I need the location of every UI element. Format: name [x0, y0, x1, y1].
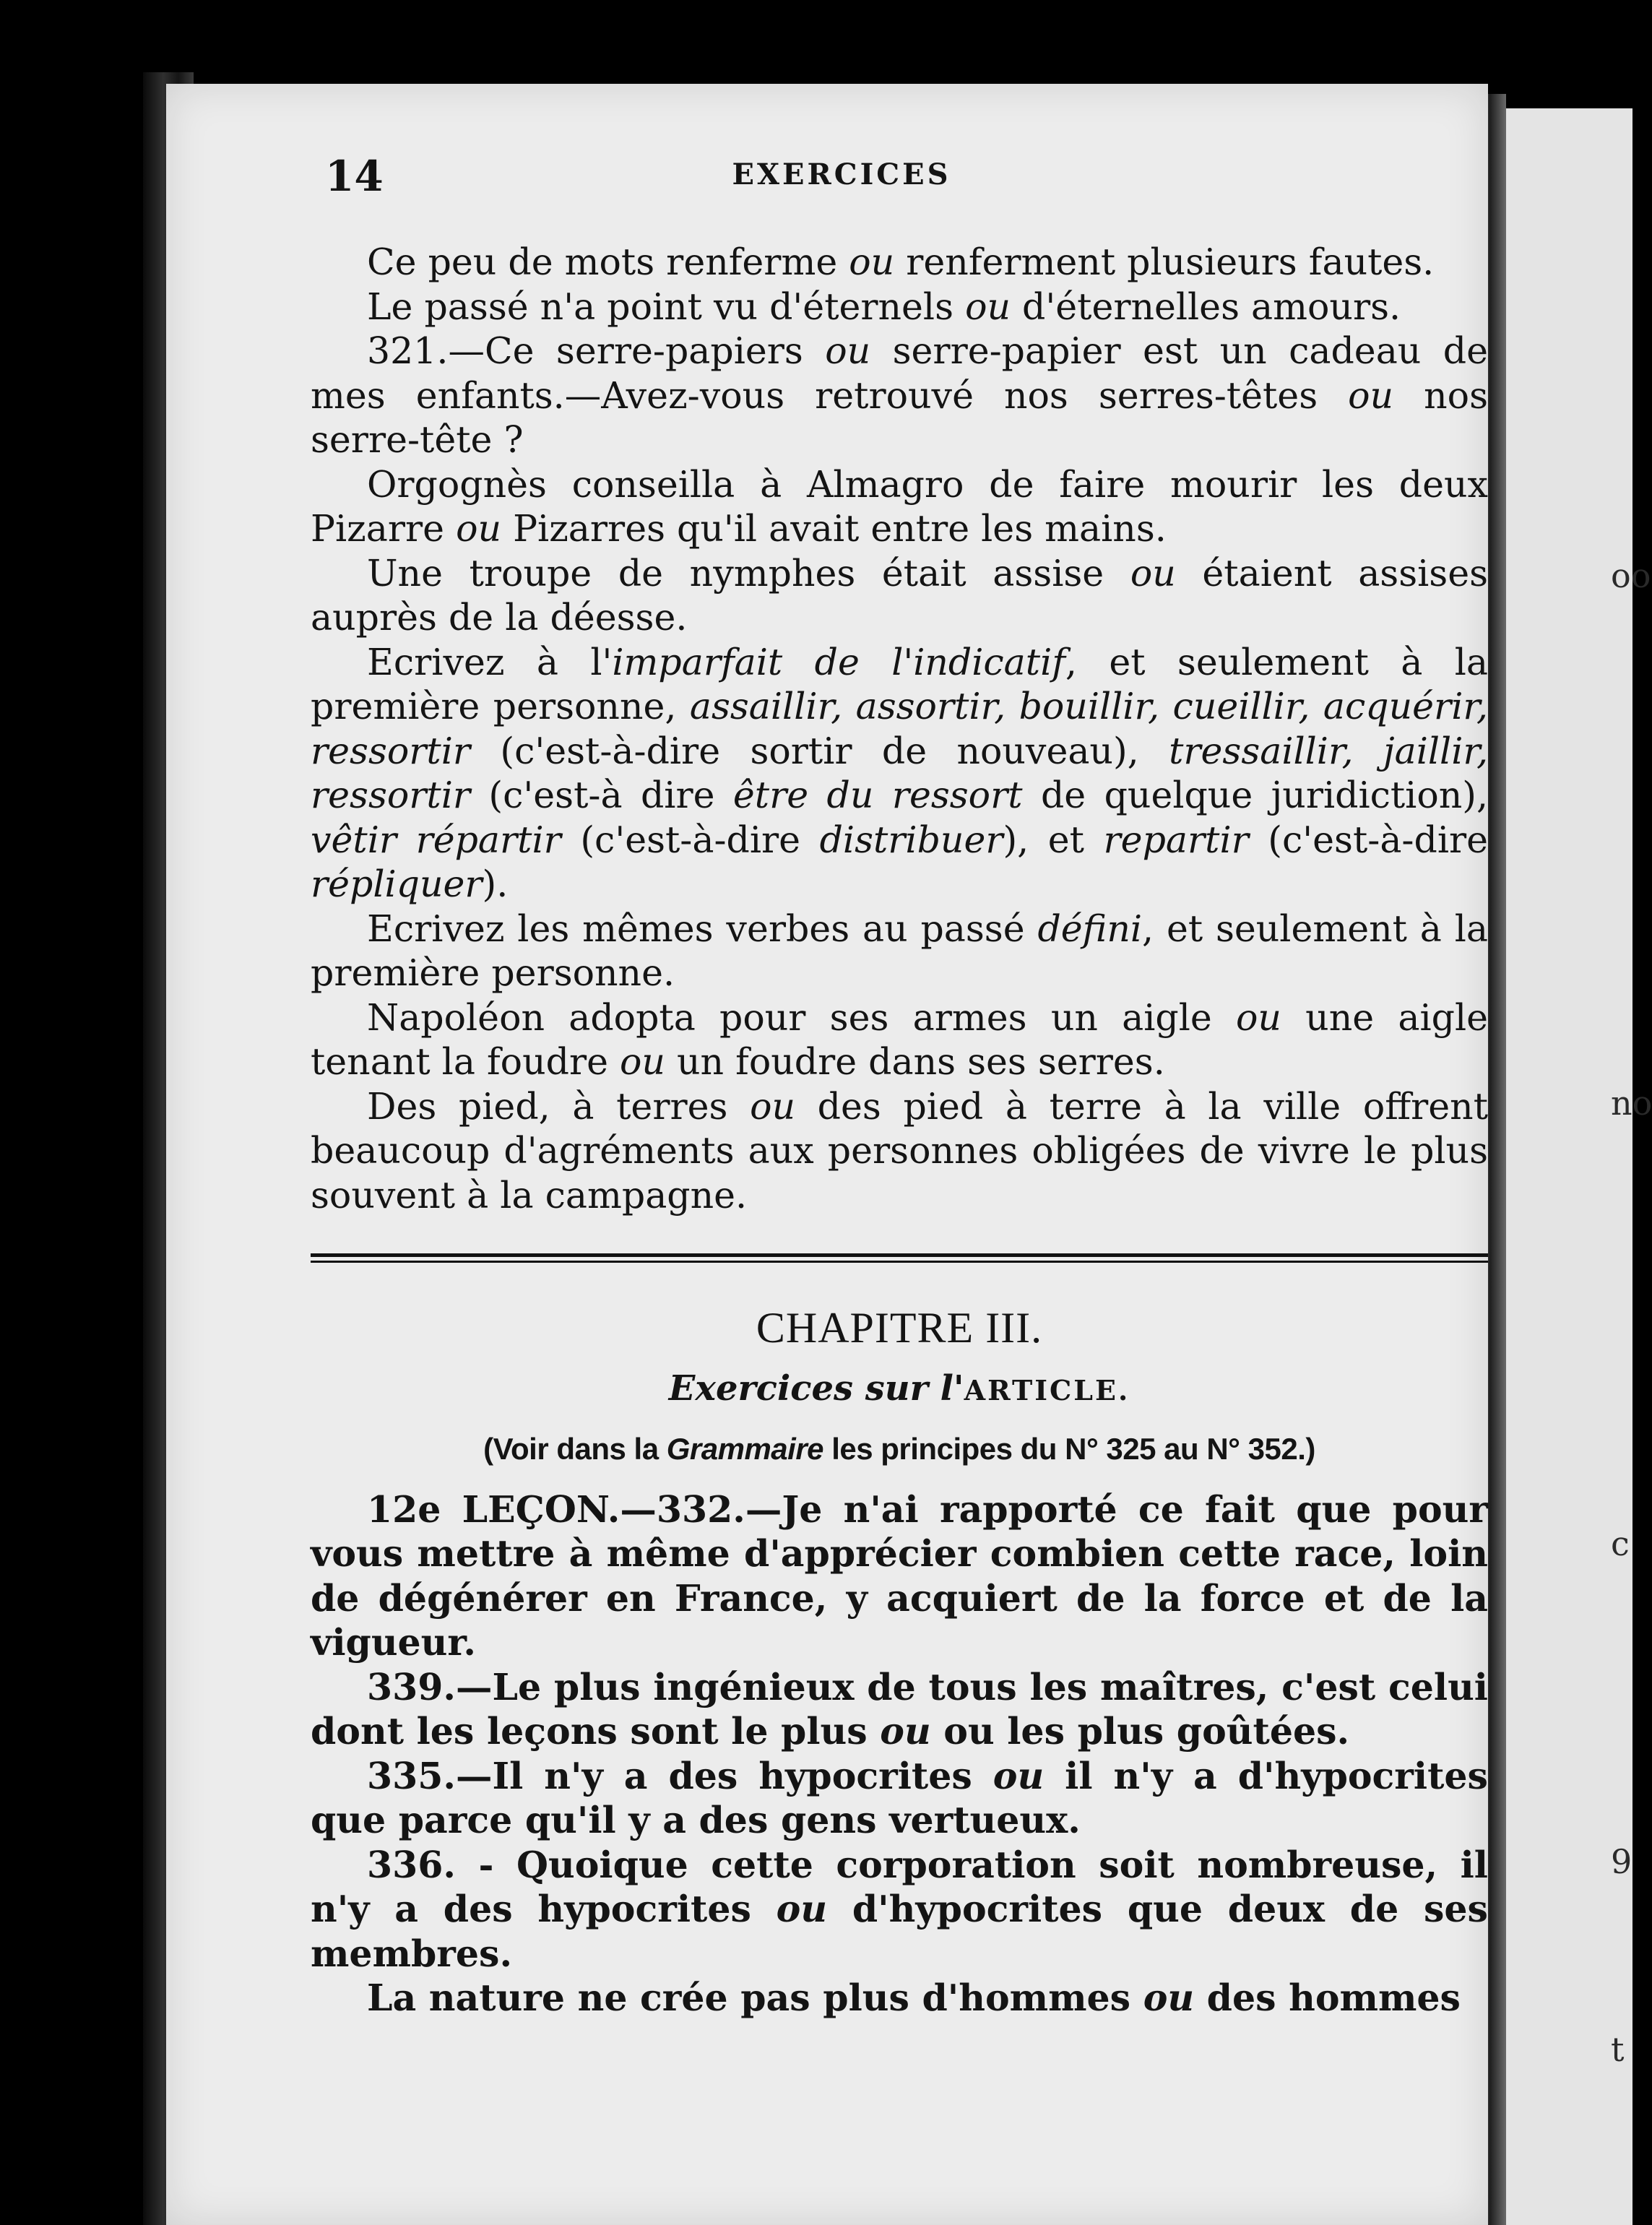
text-segment: , et seulement à la première personne.: [311, 907, 1489, 994]
text-segment: ou les plus goûtées.: [930, 1710, 1350, 1753]
italic-segment: ou: [1143, 1976, 1195, 2019]
text-segment: de quelque juridiction),: [1022, 774, 1489, 816]
text-segment: , et seulement à la première personne,: [311, 640, 1488, 727]
text-segment: un foudre dans ses serres.: [665, 1040, 1165, 1083]
italic-segment: tressaillir, jaillir, ressortir: [311, 729, 1488, 816]
italic-segment: ou: [880, 1710, 931, 1753]
text-segment: étaient assises auprès de la déesse.: [311, 551, 1488, 639]
italic-segment: repartir: [1103, 818, 1249, 861]
paragraph: [311, 1976, 1488, 2021]
text-segment: serre-papier est un cadeau de mes enfants.—Avez-vous retrouvé nos serres-têtes: [311, 329, 1488, 417]
italic-segment: ou: [456, 507, 502, 550]
paragraph: [311, 329, 1488, 462]
text-segment: renferment plusieurs fautes.: [894, 241, 1435, 283]
paragraph: [311, 1487, 1488, 1665]
text-segment: (c'est-à dire: [470, 774, 733, 816]
exercise-block-top: [311, 240, 1488, 1217]
text-segment: Orgognès conseilla à Almagro de faire mourir les deux Pizarre: [311, 462, 1488, 550]
text-segment: La nature ne crée pas plus d'hommes: [367, 1976, 1143, 2019]
italic-segment: ou: [1236, 995, 1281, 1039]
body-text: [311, 240, 1488, 2021]
text-segment: 321.—Ce serre-papiers: [367, 329, 826, 372]
subtitle-caps: ARTICLE.: [964, 1373, 1130, 1407]
text-segment: 335.—Il n'y a des hypocrites: [367, 1754, 993, 1797]
subtitle-italic: Exercices sur l': [668, 1368, 964, 1409]
text-segment: 12e LEÇON.—332.—Je n'ai rapporté ce fait que pour vous mettre à même d'apprécier combien cette race, loin de dégénérer en France, y acquiert de la force et de la vigueur.: [311, 1487, 1488, 1664]
italic-segment: défini: [1037, 907, 1143, 950]
italic-segment: ou: [849, 241, 895, 283]
text-segment: 336. - Quoique cette corporation soit nombreuse, il n'y a des hypocrites: [311, 1843, 1488, 1930]
text-segment: d'hypocrites que deux de ses membres.: [311, 1888, 1488, 1975]
text-segment: (c'est-à-dire sortir de nouveau),: [470, 729, 1169, 772]
ref-before: (Voir dans la: [483, 1432, 667, 1466]
paragraph: [311, 995, 1488, 1084]
page-number: 14: [325, 152, 384, 201]
text-segment: Ce peu de mots renferme: [367, 241, 849, 283]
ref-after: les principes du N° 325 au N° 352.): [823, 1432, 1315, 1466]
italic-segment: être du ressort: [732, 774, 1023, 816]
text-segment: ).: [482, 863, 509, 905]
text-segment: Ecrivez à l': [367, 640, 613, 683]
paragraph: [311, 640, 1488, 907]
adjacent-fragment: no: [1611, 1084, 1652, 1123]
paragraph: [311, 1754, 1488, 1843]
adjacent-page: [1502, 108, 1652, 2225]
text-segment: Une troupe de nymphes était assise: [367, 551, 1130, 595]
italic-segment: ou: [750, 1084, 796, 1128]
ref-italic: Grammaire: [666, 1432, 824, 1466]
paragraph: [311, 240, 1488, 285]
italic-segment: ou: [776, 1888, 828, 1930]
paragraph: [311, 285, 1488, 329]
running-title: EXERCICES: [732, 157, 951, 191]
text-segment: des pied à terre à la ville offrent beaucoup d'agréments aux personnes obligées de vivre le plus souvent à la campagne.: [311, 1084, 1488, 1217]
paragraph: [311, 1843, 1488, 1976]
text-segment: 339.—Le plus ingénieux de tous les maîtres, c'est celui dont les leçons sont le plus: [311, 1665, 1488, 1753]
italic-segment: distribuer: [819, 818, 1003, 861]
paragraph: [311, 462, 1488, 551]
text-segment: des hommes: [1194, 1976, 1461, 2019]
adjacent-fragment: oo: [1611, 556, 1651, 595]
adjacent-fragment: t: [1611, 2030, 1625, 2069]
text-segment: une aigle tenant la foudre: [311, 995, 1488, 1083]
text-segment: Ecrivez les mêmes verbes au passé: [367, 907, 1038, 950]
running-head: [325, 152, 1358, 209]
text-segment: nos serre-tête ?: [311, 373, 1488, 461]
text-segment: (c'est-à-dire: [1248, 818, 1489, 861]
italic-segment: ou: [1348, 373, 1394, 417]
adjacent-fragment: c: [1611, 1524, 1630, 1563]
italic-segment: ou: [993, 1754, 1045, 1797]
italic-segment: imparfait de l'indicatif: [612, 640, 1065, 683]
paragraph: [311, 1084, 1488, 1218]
italic-segment: ou: [1130, 551, 1176, 595]
italic-segment: ou: [825, 329, 871, 372]
exercise-block-bottom: [311, 1487, 1488, 2021]
italic-segment: vêtir répartir: [311, 818, 561, 861]
text-segment: Napoléon adopta pour ses armes un aigle: [367, 995, 1236, 1039]
paragraph: [311, 551, 1488, 640]
text-segment: (c'est-à-dire: [561, 818, 820, 861]
book-page: [166, 84, 1488, 2225]
grammar-reference: [311, 1427, 1488, 1472]
paragraph: [311, 1665, 1488, 1754]
chapter-subtitle: [311, 1367, 1488, 1413]
text-segment: Des pied, à terres: [367, 1084, 751, 1128]
italic-segment: répliquer: [311, 863, 483, 905]
paragraph: [311, 907, 1488, 995]
text-segment: Pizarres qu'il avait entre les mains.: [501, 507, 1167, 550]
italic-segment: ou: [965, 285, 1011, 328]
text-segment: il n'y a d'hypocrites que parce qu'il y a des gens vertueux.: [311, 1754, 1488, 1841]
italic-segment: assaillir, assortir, bouillir, cueillir, acquérir, ressortir: [311, 685, 1488, 772]
text-segment: ), et: [1003, 818, 1104, 861]
italic-segment: ou: [620, 1040, 665, 1083]
text-segment: d'éternelles amours.: [1011, 285, 1401, 328]
adjacent-fragment: 9: [1611, 1842, 1632, 1881]
section-divider: [311, 1253, 1488, 1263]
text-segment: Le passé n'a point vu d'éternels: [367, 285, 966, 328]
chapter-title: CHAPITRE III.: [756, 1304, 1043, 1352]
